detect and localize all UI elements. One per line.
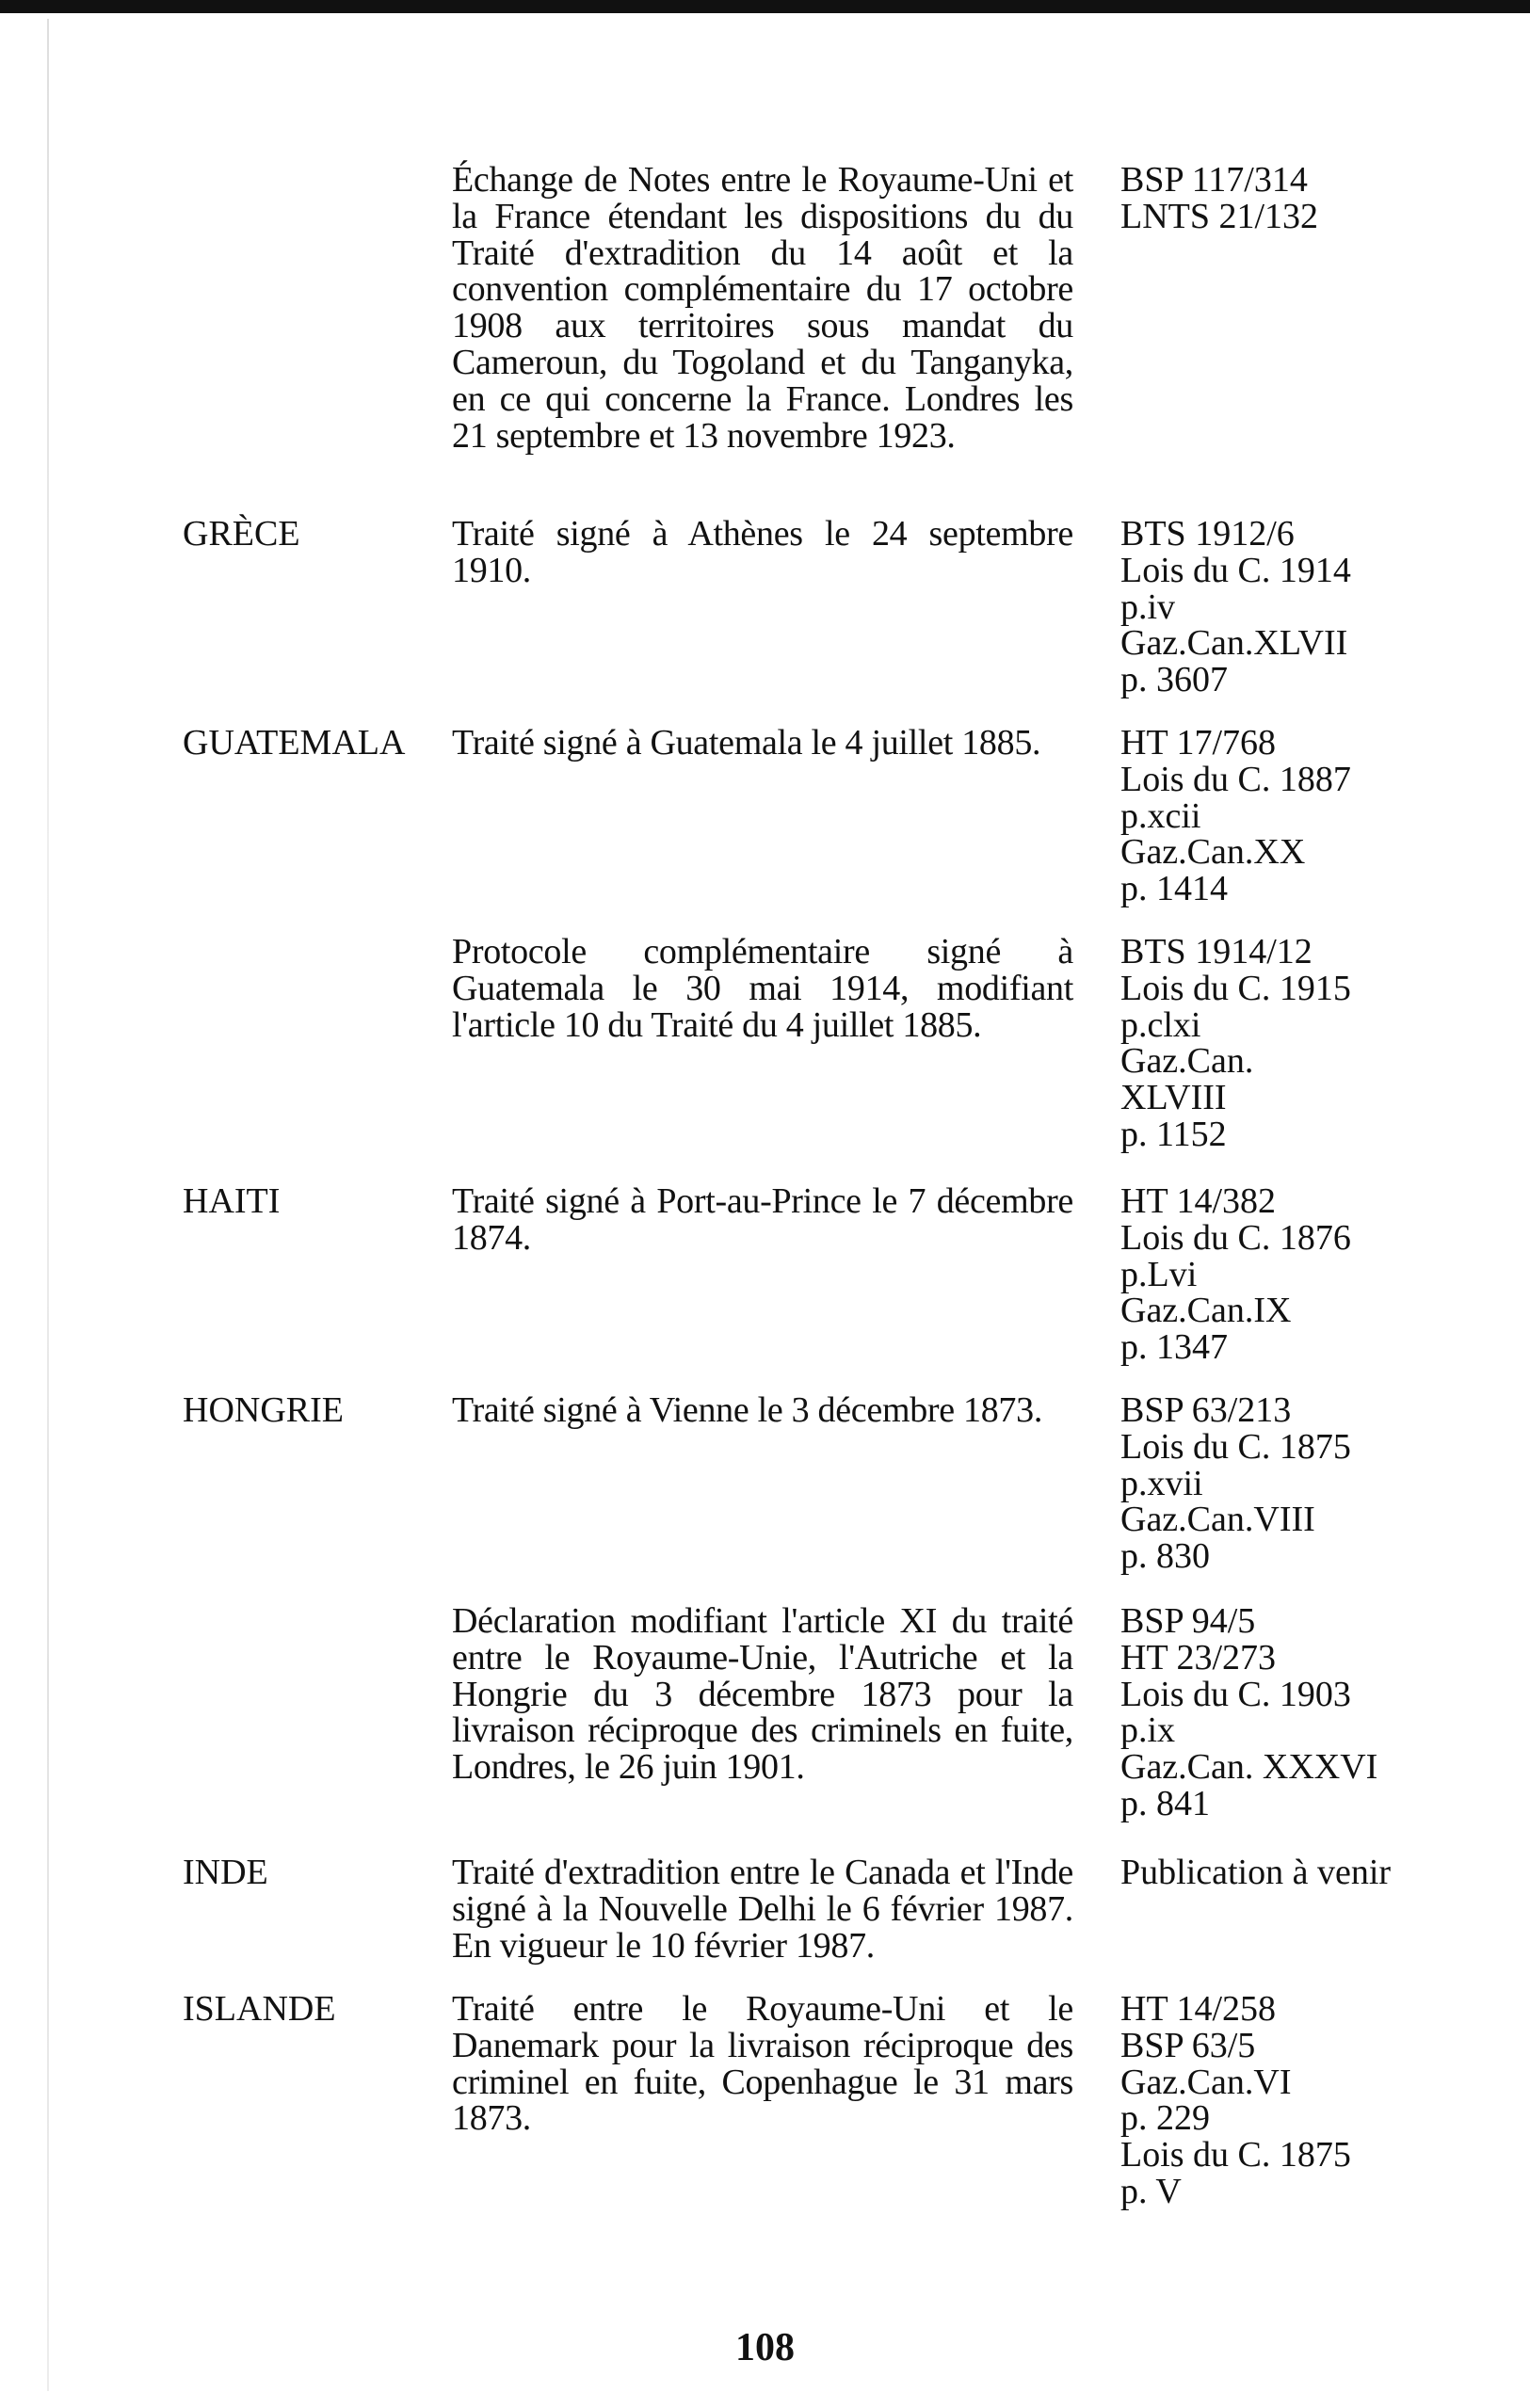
reference-line: HT 17/768 — [1120, 723, 1277, 763]
reference-line: Gaz.Can. — [1120, 1041, 1254, 1082]
country-name: GUATEMALA — [183, 723, 406, 763]
reference-line: p.ix — [1120, 1710, 1176, 1751]
reference-line: Lois du C. 1915 — [1120, 968, 1351, 1008]
country-name: ISLANDE — [183, 1989, 336, 2029]
reference-line: p.Lvi — [1120, 1254, 1198, 1294]
reference-line: Publication à venir — [1120, 1853, 1392, 1892]
reference-line: HT 23/273 — [1120, 1637, 1277, 1678]
reference-line: p. 1414 — [1120, 869, 1228, 909]
treaty-references — [1120, 1183, 1516, 1366]
country-name: HONGRIE — [183, 1390, 344, 1430]
reference-line: Gaz.Can.VI — [1120, 2062, 1292, 2102]
reference-line: p. 3607 — [1120, 660, 1228, 700]
reference-line: BSP 94/5 — [1120, 1601, 1256, 1641]
country-name: GRÈCE — [183, 514, 300, 554]
treaty-references — [1120, 162, 1516, 235]
reference-line: p.xcii — [1120, 795, 1201, 836]
country-name: INDE — [183, 1853, 268, 1892]
reference-line: p.iv — [1120, 586, 1176, 627]
reference-line: Lois du C. 1875 — [1120, 2135, 1351, 2175]
page-left-edge — [47, 19, 49, 2391]
treaty-description: Protocole complémentaire signé à Guatemala le 30 mai 1914, modifiant l'article 10 du Traité du 4 juillet 1885. — [452, 932, 1073, 1045]
reference-line: Gaz.Can.IX — [1120, 1291, 1292, 1331]
treaty-description: Déclaration modifiant l'article XI du traité entre le Royaume-Unie, l'Autriche et la Hongrie du 3 décembre 1873 pour la livraison réciproque des criminels en fuite, Londres, le 26 juin 1901. — [452, 1601, 1073, 1788]
treaty-references — [1120, 1603, 1516, 1822]
reference-line: p. 841 — [1120, 1783, 1210, 1823]
treaty-description: Traité signé à Guatemala le 4 juillet 1885. — [452, 723, 1041, 763]
reference-line: Lois du C. 1887 — [1120, 759, 1351, 799]
reference-line: Lois du C. 1876 — [1120, 1217, 1351, 1258]
treaty-description: Traité signé à Vienne le 3 décembre 1873. — [452, 1390, 1043, 1430]
reference-line: XLVIII — [1120, 1078, 1227, 1118]
reference-line: Lois du C. 1914 — [1120, 550, 1351, 590]
country-name: HAITI — [183, 1181, 281, 1221]
treaty-description: Traité entre le Royaume-Uni et le Danemark pour la livraison réciproque des criminel en fuite, Copenhague le 31 mars 1873. — [452, 1989, 1073, 2139]
reference-line: BSP 63/5 — [1120, 2025, 1256, 2065]
reference-line: HT 14/258 — [1120, 1989, 1277, 2029]
reference-line: Gaz.Can.XLVII — [1120, 623, 1348, 664]
reference-line: LNTS 21/132 — [1120, 196, 1319, 236]
top-border-rule — [0, 0, 1530, 13]
treaty-references — [1120, 1392, 1516, 1575]
reference-line: p.clxi — [1120, 1004, 1201, 1045]
treaty-references — [1120, 1991, 1516, 2210]
treaty-description: Traité d'extradition entre le Canada et l'Inde signé à la Nouvelle Delhi le 6 février 1987. En vigueur le 10 février 1987. — [452, 1853, 1073, 1966]
reference-line: BTS 1914/12 — [1120, 932, 1313, 971]
reference-line: p. 1152 — [1120, 1114, 1227, 1154]
reference-line: BTS 1912/6 — [1120, 514, 1295, 554]
reference-line: p.xvii — [1120, 1463, 1203, 1503]
reference-line: Gaz.Can.XX — [1120, 832, 1306, 873]
treaty-references — [1120, 725, 1516, 907]
reference-line: Lois du C. 1903 — [1120, 1674, 1351, 1714]
reference-line: p. 1347 — [1120, 1327, 1228, 1368]
reference-line: HT 14/382 — [1120, 1181, 1277, 1221]
treaty-description: Traité signé à Athènes le 24 septembre 1910. — [452, 514, 1073, 590]
reference-line: Gaz.Can. XXXVI — [1120, 1747, 1378, 1788]
reference-line: p. V — [1120, 2171, 1182, 2211]
page-number: 108 — [735, 2326, 795, 2369]
reference-line: Gaz.Can.VIII — [1120, 1500, 1315, 1540]
reference-line: BSP 63/213 — [1120, 1390, 1292, 1430]
treaty-references — [1120, 516, 1516, 698]
reference-line: p. 229 — [1120, 2098, 1210, 2139]
treaty-description: Traité signé à Port-au-Prince le 7 décembre 1874. — [452, 1181, 1073, 1258]
reference-line: BSP 117/314 — [1120, 160, 1308, 200]
treaty-references — [1120, 934, 1516, 1153]
reference-line: p. 830 — [1120, 1536, 1210, 1577]
treaty-references — [1120, 1854, 1516, 1891]
reference-line: Lois du C. 1875 — [1120, 1426, 1351, 1467]
treaty-description: Échange de Notes entre le Royaume-Uni et la France étendant les dispositions du du Traité d'extradition du 14 août et la convention complémentaire du 17 octobre 1908 aux territoires sous mandat du Cameroun, du Togoland et du Tanganyka, en ce qui concerne la France. Londres les 21 septembre et 13 novembre 1923. — [452, 160, 1073, 456]
